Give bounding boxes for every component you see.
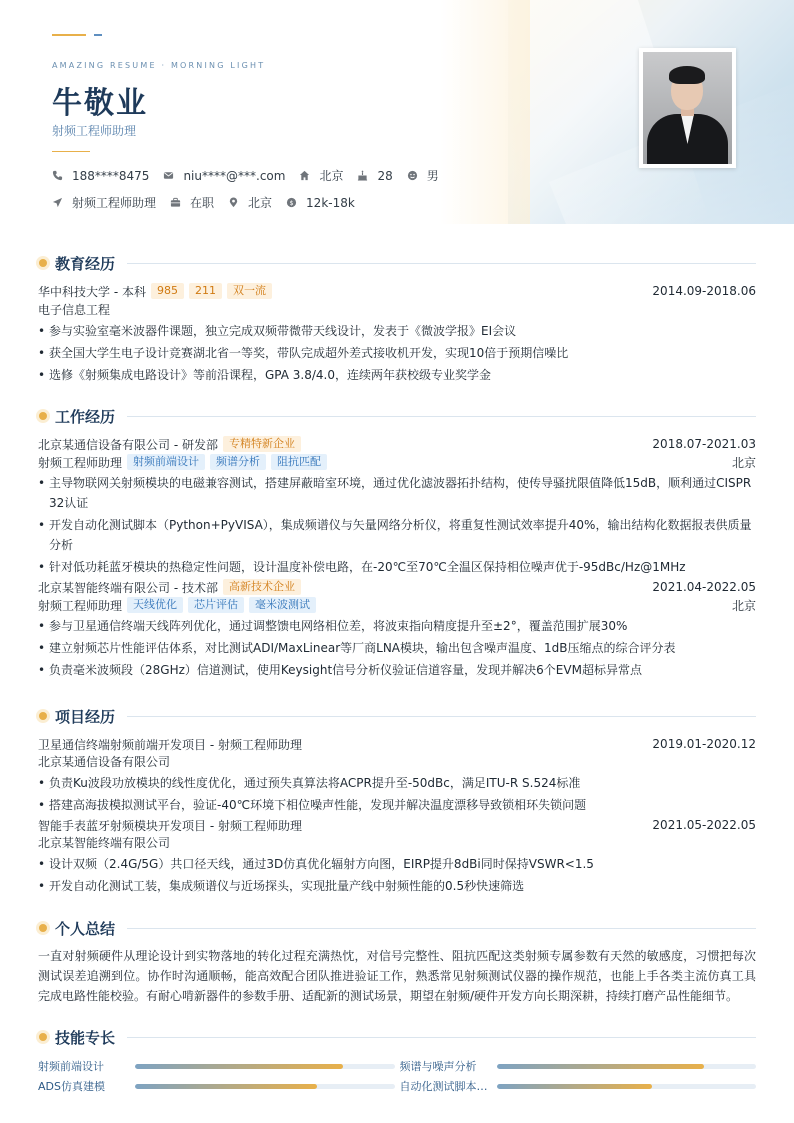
project-period: 2021.05-2022.05 (652, 818, 756, 832)
section-rule (127, 1037, 756, 1038)
skill-tag: 阻抗匹配 (271, 454, 327, 470)
project-company: 北京某通信设备有限公司 (38, 755, 171, 769)
education-entry (38, 282, 756, 300)
svg-text:$: $ (289, 198, 294, 207)
header-glow (440, 0, 530, 224)
age-info (357, 169, 392, 183)
list-item: • 参与卫星通信终端天线阵列优化，通过调整馈电网络相位差，将波束指向精度提升至±2°，覆盖范围扩展30% (38, 616, 756, 636)
accent-line-blue (94, 34, 102, 36)
phone-icon (52, 170, 63, 181)
project-name: 卫星通信终端射频前端开发项目 - 射频工程师助理 (38, 737, 302, 752)
skill-bar-track (497, 1064, 757, 1069)
list-item: • 设计双频（2.4G/5G）共口径天线，通过3D仿真优化辐射方向图，EIRP提升8dBi同时保持VSWR<1.5 (38, 854, 756, 874)
job-entry (38, 578, 756, 596)
projects-header (38, 706, 756, 726)
age-text: 28 (377, 168, 393, 183)
summary-section (38, 918, 756, 1006)
education-section (38, 253, 756, 385)
skill-label: 自动化测试脚本… (399, 1080, 488, 1093)
home-city-info (299, 167, 343, 184)
education-period: 2014.09-2018.06 (652, 284, 756, 298)
salary-text: 12k-18k (306, 195, 355, 210)
salary-info (286, 196, 355, 210)
profile-photo (639, 48, 736, 168)
gender-icon (407, 170, 418, 181)
school-tag: 双一流 (227, 283, 272, 299)
resume-kicker: AMAZING RESUME · MORNING LIGHT (52, 61, 266, 70)
job-city: 北京 (731, 455, 756, 470)
job-entry (38, 435, 756, 453)
phone-info (52, 169, 149, 183)
skill-bar-track (497, 1084, 757, 1089)
company-name: 北京某智能终端有限公司 - 技术部 (38, 580, 218, 595)
job-period: 2021.04-2022.05 (652, 580, 756, 594)
skill-tag: 天线优化 (127, 597, 183, 613)
skills-section (38, 1027, 756, 1095)
employment-status-text: 在职 (190, 196, 215, 210)
skill-bar-track (135, 1064, 395, 1069)
list-item: • 主导物联网关射频模块的电磁兼容测试，搭建屏蔽暗室环境，通过优化滤波器拓扑结构，使传导骚扰限值降低15dB，顺利通过CISPR 32认证 (38, 473, 756, 513)
job-city: 北京 (731, 598, 756, 613)
section-dot-icon (39, 712, 47, 720)
section-title: 个人总结 (55, 919, 116, 938)
candidate-title: 射频工程师助理 (52, 124, 137, 138)
phone-text: 188****8475 (72, 168, 150, 183)
home-city-text: 北京 (319, 169, 344, 183)
section-dot-icon (39, 1033, 47, 1041)
job-bullets (38, 616, 756, 680)
salary-icon (286, 197, 297, 208)
target-role-text: 射频工程师助理 (72, 196, 157, 210)
education-header (38, 253, 756, 273)
gender-info (407, 167, 439, 184)
skill-tag: 频谱分析 (210, 454, 266, 470)
list-item: • 负责Ku波段功放模块的线性度优化，通过预失真算法将ACPR提升至-50dBc，满足ITU-R S.524标准 (38, 773, 756, 793)
job-role: 射频工程师助理 (38, 455, 123, 470)
skill-bar-fill (135, 1064, 343, 1069)
skill-tag: 射频前端设计 (127, 454, 205, 470)
email-text: niu****@***.com (183, 168, 286, 183)
section-title: 技能专长 (55, 1028, 116, 1047)
company-tag: 专精特新企业 (223, 436, 301, 452)
section-rule (127, 928, 756, 929)
skill-bar-fill (135, 1084, 317, 1089)
work-section (38, 406, 756, 680)
list-item: • 针对低功耗蓝牙模块的热稳定性问题，设计温度补偿电路，在-20℃至70℃全温区保持相位噪声优于-95dBc/Hz@1MHz (38, 557, 756, 577)
company-tag: 高新技术企业 (223, 579, 301, 595)
email-info (163, 169, 285, 183)
skill-item (400, 1057, 757, 1075)
mail-icon (163, 170, 174, 181)
employment-status-info (170, 194, 214, 211)
project-entry (38, 735, 756, 753)
section-dot-icon (39, 259, 47, 267)
skill-label: 射频前端设计 (38, 1060, 104, 1073)
briefcase-icon (170, 197, 181, 208)
project-entry (38, 816, 756, 834)
skill-bar-fill (497, 1064, 705, 1069)
skill-bar-track (135, 1084, 395, 1089)
section-rule (127, 716, 756, 717)
list-item: • 搭建高海拔模拟测试平台，验证-40℃环境下相位噪声性能，发现并解决温度漂移导致锁相环失锁问题 (38, 795, 756, 815)
skill-tag: 芯片评估 (188, 597, 244, 613)
section-title: 工作经历 (55, 407, 116, 426)
candidate-name: 牛敬业 (52, 86, 148, 121)
work-header (38, 406, 756, 426)
projects-section (38, 706, 756, 896)
section-title: 教育经历 (55, 254, 116, 273)
list-item: • 选修《射频集成电路设计》等前沿课程，GPA 3.8/4.0，连续两年获校级专业奖学金 (38, 365, 756, 385)
home-icon (299, 170, 310, 181)
job-role-row (38, 596, 756, 614)
project-bullets (38, 854, 756, 896)
skill-tag: 毫米波测试 (249, 597, 316, 613)
project-period: 2019.01-2020.12 (652, 737, 756, 751)
list-item: • 开发自动化测试脚本（Python+PyVISA），集成频谱仪与矢量网络分析仪，将重复性测试效率提升40%，输出结构化数据报表供质量分析 (38, 515, 756, 555)
job-period: 2018.07-2021.03 (652, 437, 756, 451)
contact-row (52, 167, 453, 184)
title-divider (52, 151, 90, 152)
major: 电子信息工程 (38, 303, 111, 317)
education-bullets (38, 321, 756, 385)
skill-label: 频谱与噪声分析 (399, 1060, 477, 1073)
skills-grid (38, 1057, 756, 1095)
job-role-row (38, 453, 756, 471)
target-role-info (52, 194, 156, 211)
company-name: 北京某通信设备有限公司 - 研发部 (38, 437, 218, 452)
summary-header (38, 918, 756, 938)
skills-header (38, 1027, 756, 1047)
job-intent-row (52, 194, 369, 211)
project-company: 北京某智能终端有限公司 (38, 836, 171, 850)
avatar (643, 52, 732, 164)
gender-text: 男 (426, 169, 439, 183)
summary-text: 一直对射频硬件从理论设计到实物落地的转化过程充满热忱，对信号完整性、阻抗匹配这类射频专属参数有天然的敏感度，习惯把每次测试误差追溯到位。协作时沟通顺畅，能高效配合团队推进验证工作，熟悉常见射频测试仪器的操作规范，也能上手各类主流仿真工具完成电路性能校验。有耐心啃新器件的参数手册、适配新的测试场景，期望在射频/硬件开发方向长期深耕，持续打磨产品性能细节。 (38, 949, 756, 1003)
project-bullets (38, 773, 756, 815)
skill-label: ADS仿真建模 (38, 1080, 105, 1093)
location-pin-icon (228, 197, 239, 208)
accent-line-gold (52, 34, 86, 36)
list-item: • 参与实验室毫米波器件课题，独立完成双频带微带天线设计，发表于《微波学报》EI会议 (38, 321, 756, 341)
section-rule (127, 263, 756, 264)
list-item: • 获全国大学生电子设计竞赛湖北省一等奖，带队完成超外差式接收机开发，实现10倍于预期信噪比 (38, 343, 756, 363)
school-tag: 985 (151, 283, 184, 299)
skill-item (38, 1057, 395, 1075)
section-dot-icon (39, 412, 47, 420)
section-rule (127, 416, 756, 417)
skill-bar-fill (497, 1084, 653, 1089)
project-name: 智能手表蓝牙射频模块开发项目 - 射频工程师助理 (38, 818, 302, 833)
target-city-info (228, 194, 272, 211)
skill-item (400, 1077, 757, 1095)
send-icon (52, 197, 63, 208)
target-city-text: 北京 (248, 196, 273, 210)
job-bullets (38, 473, 756, 577)
list-item: • 负责毫米波频段（28GHz）信道测试，使用Keysight信号分析仪验证信道容量，发现并解决6个EVM超标异常点 (38, 660, 756, 680)
job-role: 射频工程师助理 (38, 598, 123, 613)
section-dot-icon (39, 924, 47, 932)
school-tag: 211 (189, 283, 222, 299)
section-title: 项目经历 (55, 707, 116, 726)
school-name: 华中科技大学 - 本科 (38, 284, 146, 299)
list-item: • 开发自动化测试工装，集成频谱仪与近场探头，实现批量产线中射频性能的0.5秒快速筛选 (38, 876, 756, 896)
list-item: • 建立射频芯片性能评估体系，对比测试ADI/MaxLinear等厂商LNA模块，输出包含噪声温度、1dB压缩点的综合评分表 (38, 638, 756, 658)
cake-icon (357, 170, 368, 181)
skill-item (38, 1077, 395, 1095)
